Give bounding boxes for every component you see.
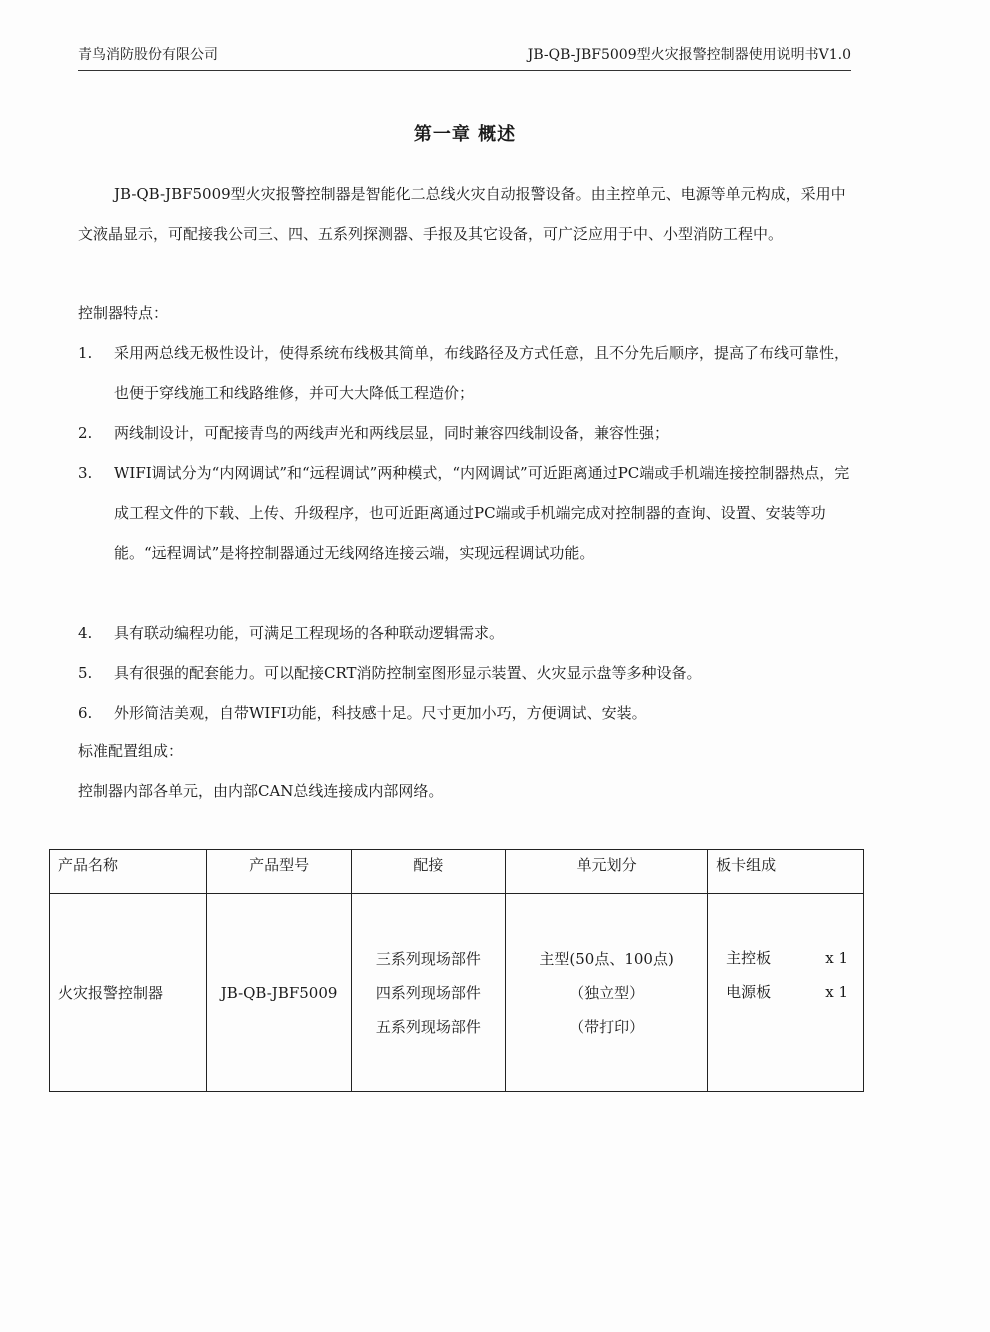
intro-paragraph: JB-QB-JBF5009型火灾报警控制器是智能化二总线火灾自动报警设备。由主控单元、电源等单元构成，采用中文液晶显示，可配接我公司三、四、五系列探测器、手报及其它设备，可广泛应用于中、小型消防工程中。 — [78, 185, 846, 243]
feature-item-4 — [78, 613, 850, 653]
feature-item-3 — [78, 453, 850, 573]
feature-item-2 — [78, 413, 850, 453]
feature-item-6 — [78, 693, 850, 733]
feature-number: 2. — [78, 424, 93, 442]
board-name: 主控板 — [726, 949, 772, 967]
standard-config-label: 标准配置组成： — [78, 742, 184, 760]
feature-number: 3. — [78, 464, 93, 482]
cell-product-name: 火灾报警控制器 — [50, 894, 207, 1092]
header-product-name: 产品名称 — [50, 850, 207, 894]
page-header — [78, 44, 851, 64]
cell-boards — [708, 894, 864, 1092]
feature-number: 5. — [78, 664, 93, 682]
feature-text: WIFI调试分为“内网调试”和“远程调试”两种模式，“内网调试”可近距离通过PC端或手机端连接控制器热点，完成工程文件的下载、上传、升级程序，也可近距离通过PC端或手机端完成对控制器的查询、设置、安装等功能。“远程调试”是将控制器通过无线网络连接云端，实现远程调试功能。 — [114, 464, 850, 562]
feature-item-1 — [78, 333, 850, 413]
product-spec-table — [49, 849, 864, 1092]
board-name: 电源板 — [726, 983, 772, 1001]
feature-text: 具有联动编程功能，可满足工程现场的各种联动逻辑需求。 — [114, 624, 505, 642]
board-quantity: x 1 — [825, 983, 848, 1001]
cell-units — [506, 894, 708, 1092]
feature-text: 两线制设计，可配接青鸟的两线声光和两线层显，同时兼容四线制设备，兼容性强； — [114, 424, 670, 442]
header-company: 青鸟消防股份有限公司 — [78, 47, 218, 63]
cell-connections — [351, 894, 505, 1092]
cell-product-model: JB-QB-JBF5009 — [207, 894, 351, 1092]
feature-item-5 — [78, 653, 850, 693]
unit-item: （带打印） — [569, 1017, 645, 1036]
header-doc-title: JB-QB-JBF5009型火灾报警控制器使用说明书V1.0 — [527, 47, 851, 63]
feature-text: 外形简洁美观，自带WIFI功能，科技感十足。尺寸更加小巧，方便调试、安装。 — [114, 704, 647, 722]
feature-number: 6. — [78, 704, 93, 722]
feature-number: 4. — [78, 624, 93, 642]
header-connection: 配接 — [351, 850, 505, 894]
feature-number: 1. — [78, 344, 93, 362]
connection-item: 三系列现场部件 — [375, 949, 481, 968]
standard-config-text: 控制器内部各单元，由内部CAN总线连接成内部网络。 — [78, 782, 444, 800]
unit-item: （独立型） — [569, 983, 645, 1002]
unit-item: 主型(50点、100点) — [539, 949, 674, 968]
feature-text: 具有很强的配套能力。可以配接CRT消防控制室图形显示装置、火灾显示盘等多种设备。 — [114, 664, 702, 682]
header-unit-division: 单元划分 — [506, 850, 708, 894]
header-product-model: 产品型号 — [207, 850, 351, 894]
table-header-row — [50, 850, 864, 894]
header-board-composition: 板卡组成 — [708, 850, 864, 894]
connection-item: 四系列现场部件 — [375, 983, 481, 1002]
features-label: 控制器特点： — [78, 304, 169, 322]
board-item — [716, 941, 862, 975]
connection-item: 五系列现场部件 — [375, 1017, 481, 1036]
board-item — [716, 975, 862, 1009]
board-quantity: x 1 — [825, 949, 848, 967]
feature-text: 采用两总线无极性设计，使得系统布线极其简单，布线路径及方式任意，且不分先后顺序，提高了布线可靠性，也便于穿线施工和线路维修，并可大大降低工程造价； — [114, 344, 850, 402]
table-row — [50, 894, 864, 1092]
header-divider — [78, 70, 851, 71]
chapter-title: 第一章 概述 — [413, 124, 517, 145]
